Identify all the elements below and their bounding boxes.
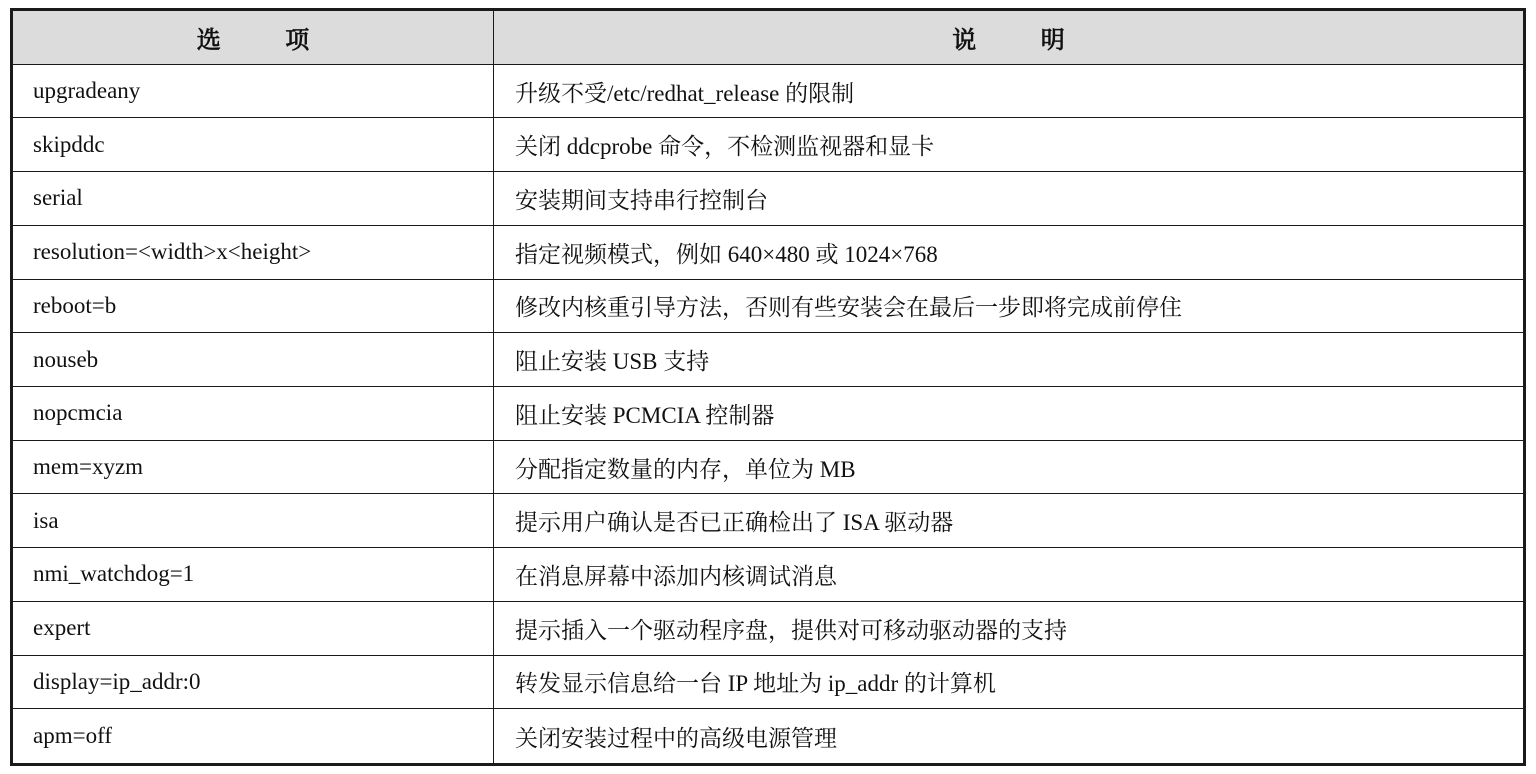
option-cell: nouseb (13, 333, 494, 387)
description-cell: 修改内核重引导方法，否则有些安装会在最后一步即将完成前停住 (494, 280, 1523, 334)
description-cell: 升级不受/etc/redhat_release 的限制 (494, 65, 1523, 119)
header-description: 说 明 (494, 11, 1523, 65)
header-option: 选 项 (13, 11, 494, 65)
option-cell: isa (13, 494, 494, 548)
option-cell: reboot=b (13, 280, 494, 334)
description-cell: 阻止安装 PCMCIA 控制器 (494, 387, 1523, 441)
description-cell: 阻止安装 USB 支持 (494, 333, 1523, 387)
description-cell: 转发显示信息给一台 IP 地址为 ip_addr 的计算机 (494, 656, 1523, 710)
description-cell: 指定视频模式，例如 640×480 或 1024×768 (494, 226, 1523, 280)
options-table (10, 8, 1526, 766)
option-cell: resolution=<width>x<height> (13, 226, 494, 280)
option-cell: nmi_watchdog=1 (13, 548, 494, 602)
option-cell: upgradeany (13, 65, 494, 119)
description-cell: 提示用户确认是否已正确检出了 ISA 驱动器 (494, 494, 1523, 548)
option-cell: skipddc (13, 118, 494, 172)
option-cell: nopcmcia (13, 387, 494, 441)
description-cell: 分配指定数量的内存，单位为 MB (494, 441, 1523, 495)
option-cell: apm=off (13, 709, 494, 763)
option-cell: expert (13, 602, 494, 656)
description-cell: 安装期间支持串行控制台 (494, 172, 1523, 226)
description-cell: 关闭安装过程中的高级电源管理 (515, 725, 837, 751)
description-cell: 在消息屏幕中添加内核调试消息 (494, 548, 1523, 602)
description-cell: 关闭 ddcprobe 命令，不检测监视器和显卡 (494, 118, 1523, 172)
option-cell: serial (13, 172, 494, 226)
description-cell: 提示插入一个驱动程序盘，提供对可移动驱动器的支持 (494, 602, 1523, 656)
option-cell: mem=xyzm (13, 441, 494, 495)
option-cell: display=ip_addr:0 (13, 656, 494, 710)
